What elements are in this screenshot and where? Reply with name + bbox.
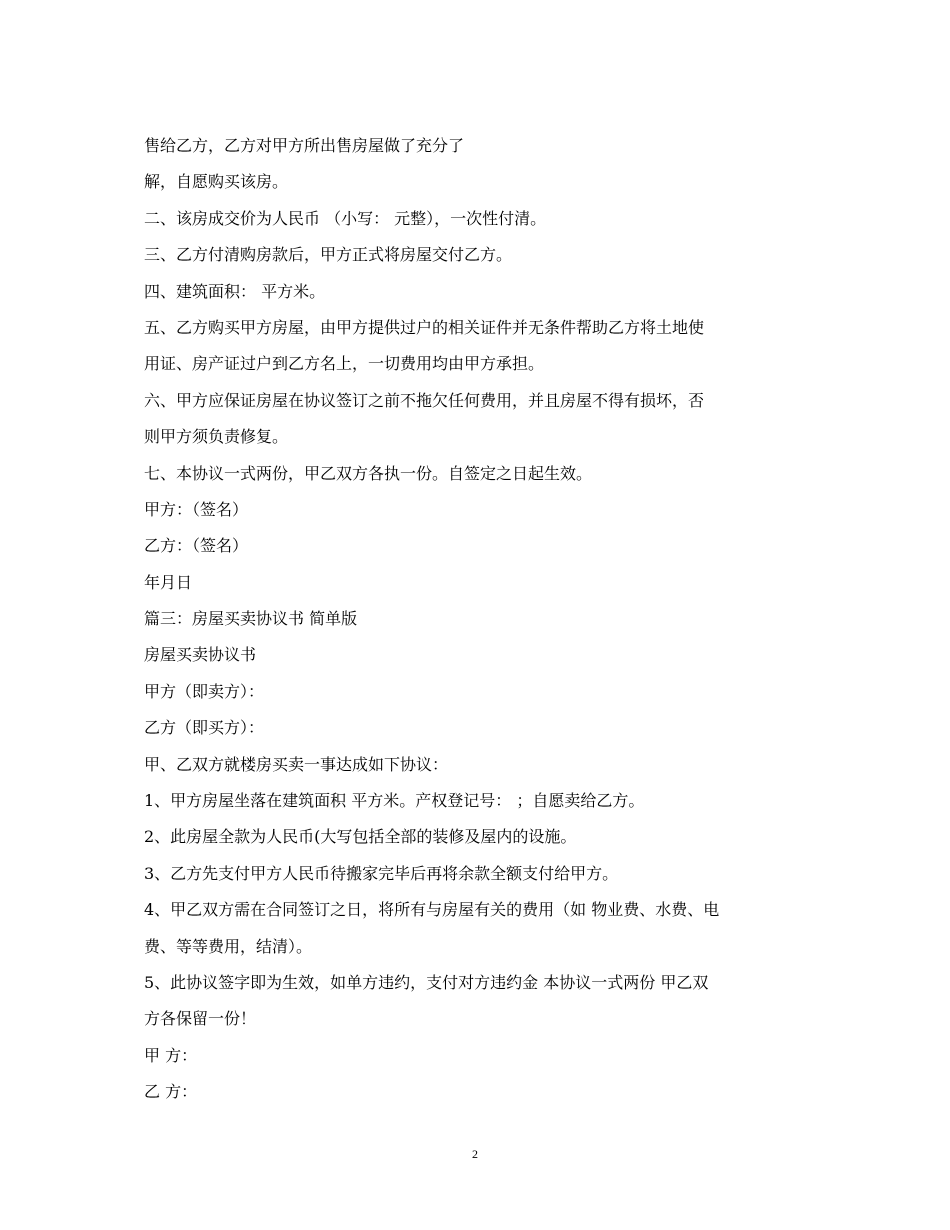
clause-line: 3、乙方先支付甲方人民币待搬家完毕后再将余款全额支付给甲方。 <box>144 863 619 883</box>
signature-line-party-b: 乙方：（签名） <box>144 536 249 556</box>
clause-line: 费、等等费用，结清）。 <box>144 936 313 956</box>
clause-line: 5、此协议签字即为生效，如单方违约，支付对方违约金 本协议一式两份 甲乙双 <box>144 972 709 992</box>
text-line: 解，自愿购买该房。 <box>144 172 289 192</box>
clause-line: 4、甲乙双方需在合同签订之日，将所有与房屋有关的费用（如 物业费、水费、电 <box>144 900 720 920</box>
clause-line: 方各保留一份！ <box>144 1009 257 1029</box>
signature-line-party-a: 甲方：（签名） <box>144 499 249 519</box>
party-a-signature: 甲 方： <box>144 1045 198 1065</box>
text-line: 用证、房产证过户到乙方名上，一切费用均由甲方承担。 <box>144 354 545 374</box>
party-b-signature: 乙 方： <box>144 1082 198 1102</box>
date-line: 年月日 <box>144 572 193 592</box>
text-line: 三、乙方付清购房款后，甲方正式将房屋交付乙方。 <box>144 245 513 265</box>
text-line: 售给乙方，乙方对甲方所出售房屋做了充分了 <box>144 136 465 155</box>
agreement-title: 房屋买卖协议书 <box>144 645 257 665</box>
text-line: 五、乙方购买甲方房屋，由甲方提供过户的相关证件并无条件帮助乙方将土地使 <box>144 317 705 337</box>
text-line: 七、本协议一式两份，甲乙双方各执一份。自签定之日起生效。 <box>144 463 593 483</box>
party-a-line: 甲方（即卖方）： <box>144 681 265 701</box>
text-line: 甲、乙双方就楼房买卖一事达成如下协议： <box>144 754 449 774</box>
document-body <box>144 128 824 1111</box>
text-line: 二、该房成交价为人民币 （小写： 元整），一次性付清。 <box>144 208 547 228</box>
clause-line: 2、此房屋全款为人民币(大写包括全部的装修及屋内的设施。 <box>144 827 577 847</box>
party-b-line: 乙方（即买方）： <box>144 718 265 738</box>
page-number: 2 <box>472 1147 478 1161</box>
text-line: 六、甲方应保证房屋在协议签订之前不拖欠任何费用，并且房屋不得有损坏，否 <box>144 390 705 410</box>
text-line: 四、建筑面积： 平方米。 <box>144 281 326 301</box>
clause-line: 1、甲方房屋坐落在建筑面积 平方米。产权登记号： ；自愿卖给乙方。 <box>144 791 645 811</box>
section-heading: 篇三：房屋买卖协议书 简单版 <box>144 609 358 629</box>
text-line: 则甲方须负责修复。 <box>144 427 289 447</box>
